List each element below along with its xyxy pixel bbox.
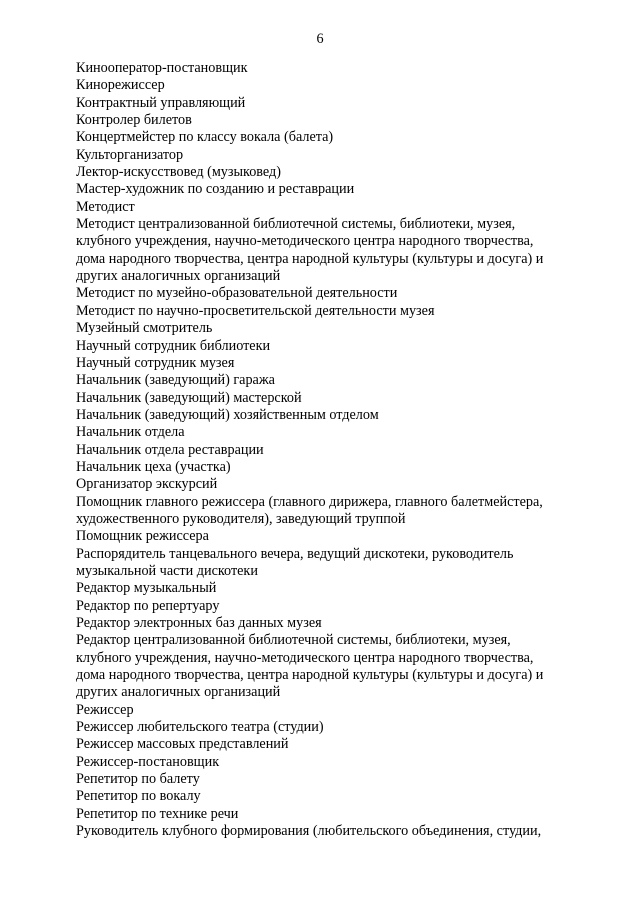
list-item: Режиссер-постановщик bbox=[76, 753, 220, 770]
list-item: Начальник (заведующий) гаража bbox=[76, 372, 275, 389]
list-item: клубного учреждения, научно-методического центра народного творчества, bbox=[76, 233, 534, 250]
list-item: Руководитель клубного формирования (любительского объединения, студии, bbox=[76, 823, 542, 840]
list-item: Музейный смотритель bbox=[76, 320, 213, 337]
list-item: Режиссер любительского театра (студии) bbox=[76, 719, 324, 736]
list-item: Репетитор по вокалу bbox=[76, 788, 201, 805]
list-item: Культорганизатор bbox=[76, 146, 184, 163]
list-item: Научный сотрудник библиотеки bbox=[76, 337, 271, 354]
list-item: Методист по научно-просветительской деятельности музея bbox=[76, 302, 435, 319]
list-item: Редактор по репертуару bbox=[76, 597, 220, 614]
list-item: Режиссер массовых представлений bbox=[76, 736, 289, 753]
list-item: Методист централизованной библиотечной системы, библиотеки, музея, bbox=[76, 216, 516, 233]
list-item: Организатор экскурсий bbox=[76, 476, 218, 493]
list-item: Начальник (заведующий) мастерской bbox=[76, 389, 302, 406]
list-item: Кинооператор-постановщик bbox=[76, 60, 248, 76]
list-item: Контрактный управляющий bbox=[76, 94, 246, 111]
list-item: художественного руководителя), заведующий труппой bbox=[76, 510, 406, 527]
list-item: Помощник главного режиссера (главного дирижера, главного балетмейстера, bbox=[76, 493, 543, 510]
list-item: дома народного творчества, центра народной культуры (культуры и досуга) и bbox=[76, 667, 544, 684]
list-item: Начальник отдела bbox=[76, 424, 185, 441]
page-number: 6 bbox=[316, 31, 324, 47]
list-item: Редактор электронных баз данных музея bbox=[76, 615, 322, 631]
list-item: Методист по музейно-образовательной деятельности bbox=[76, 285, 398, 302]
list-item: Лектор-искусствовед (музыковед) bbox=[76, 164, 281, 181]
list-item: Концертмейстер по классу вокала (балета) bbox=[76, 129, 334, 146]
list-item: Режиссер bbox=[76, 701, 134, 718]
list-item: Методист bbox=[76, 198, 135, 215]
list-item: Кинорежиссер bbox=[76, 77, 165, 94]
list-item: Мастер-художник по созданию и реставрации bbox=[76, 181, 355, 198]
list-item: Контролер билетов bbox=[76, 112, 192, 129]
list-item: Научный сотрудник музея bbox=[76, 354, 235, 371]
list-item: Начальник цеха (участка) bbox=[76, 458, 231, 475]
position-list bbox=[76, 60, 596, 840]
list-item: клубного учреждения, научно-методического центра народного творчества, bbox=[76, 649, 534, 666]
list-item: других аналогичных организаций bbox=[76, 268, 281, 285]
list-item: Редактор музыкальный bbox=[76, 580, 217, 597]
list-item: Помощник режиссера bbox=[76, 528, 209, 545]
list-item: музыкальной части дискотеки bbox=[76, 562, 258, 579]
list-item: Репетитор по балету bbox=[76, 771, 200, 788]
list-item: других аналогичных организаций bbox=[76, 684, 281, 701]
list-item: Начальник (заведующий) хозяйственным отделом bbox=[76, 406, 379, 423]
list-item: Репетитор по технике речи bbox=[76, 805, 239, 822]
list-item: Распорядитель танцевального вечера, ведущий дискотеки, руководитель bbox=[76, 545, 514, 562]
list-item: дома народного творчества, центра народной культуры (культуры и досуга) и bbox=[76, 250, 544, 267]
list-item: Начальник отдела реставрации bbox=[76, 441, 264, 458]
list-item: Редактор централизованной библиотечной системы, библиотеки, музея, bbox=[76, 632, 511, 649]
